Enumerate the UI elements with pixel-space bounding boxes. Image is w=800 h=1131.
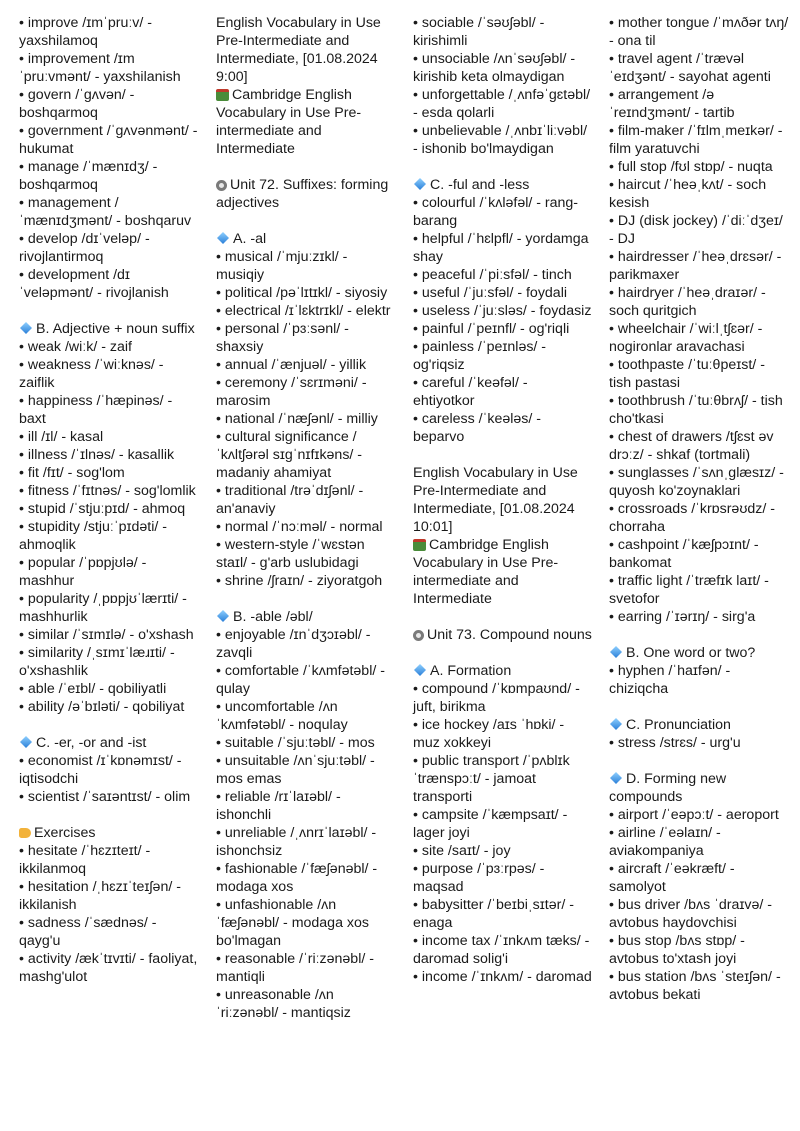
line-text: • annual /ˈænjuəl/ - yillik: [216, 357, 367, 373]
vocab-entry: [19, 644, 201, 680]
unit-title: [413, 626, 593, 644]
line-text: • purpose /ˈpɜːrpəs/ - maqsad: [413, 861, 545, 895]
diamond-icon: [610, 646, 622, 658]
vocab-entry: [216, 248, 396, 284]
vocab-entry: [609, 122, 789, 158]
line-text: • painful /ˈpeɪnfl/ - og'riqli: [413, 321, 570, 337]
line-text: A. Formation: [430, 663, 512, 679]
line-text: • compound /ˈkɒmpaʊnd/ - juft, birikma: [413, 681, 580, 715]
spacer: [609, 626, 789, 644]
column-2: [216, 14, 396, 1022]
line-text: • national /ˈnæʃənl/ - milliy: [216, 411, 378, 427]
vocab-entry: [609, 50, 789, 86]
vocab-entry: [216, 410, 396, 428]
vocab-entry: [19, 230, 201, 266]
line-text: • similarity /ˌsɪmɪˈlæɹɪti/ - o'xshashlik: [19, 645, 175, 679]
line-text: • campsite /ˈkæmpsaɪt/ - lager joyi: [413, 807, 568, 841]
line-text: • sadness /ˈsædnəs/ - qayg'u: [19, 915, 157, 949]
line-text: • unsociable /ʌnˈsəʊʃəbl/ - kirishib keta olmaydigan: [413, 51, 576, 85]
vocab-entry: [216, 752, 396, 788]
line-text: • weakness /ˈwiːknəs/ - zaiflik: [19, 357, 164, 391]
line-text: Exercises: [34, 825, 96, 841]
vocab-entry: [413, 194, 593, 230]
line-text: • DJ (disk jockey) /ˈdiːˈdʒeɪ/ - DJ: [609, 213, 783, 247]
line-text: • cashpoint /ˈkæʃpɔɪnt/ - bankomat: [609, 537, 759, 571]
line-text: • useful /ˈjuːsfəl/ - foydali: [413, 285, 567, 301]
vocab-entry: [413, 752, 593, 806]
vocab-entry: [609, 968, 789, 1004]
vocab-entry: [413, 302, 593, 320]
vocab-entry: [19, 482, 201, 500]
section-heading: [216, 230, 396, 248]
hand-icon: [19, 828, 31, 838]
book-title: [413, 536, 593, 608]
diamond-icon: [217, 610, 229, 622]
line-text: • unsuitable /ʌnˈsjuːtəbl/ - mos emas: [216, 753, 375, 787]
line-text: English Vocabulary in Use Pre-Intermediate and Intermediate, [01.08.2024 9:00]: [216, 15, 381, 85]
vocab-entry: [609, 896, 789, 932]
line-text: • mother tongue /ˈmʌðər tʌŋ/ - ona til: [609, 15, 789, 49]
line-text: • arrangement /əˈreɪndʒmənt/ - tartib: [609, 87, 735, 121]
vocab-entry: [19, 428, 201, 446]
line-text: • normal /ˈnɔːməl/ - normal: [216, 519, 383, 535]
line-text: • ceremony /ˈsɛrɪməni/ - marosim: [216, 375, 367, 409]
line-text: • helpful /ˈhɛlpfl/ - yordamga shay: [413, 231, 589, 265]
line-text: Cambridge English Vocabulary in Use Pre-intermediate and Intermediate: [216, 87, 362, 157]
vocab-entry: [609, 608, 789, 626]
line-text: • full stop /fʊl stɒp/ - nuqta: [609, 159, 773, 175]
line-text: • haircut /ˈheəˌkʌt/ - soch kesish: [609, 177, 767, 211]
spacer: [413, 608, 593, 626]
vocab-entry: [216, 698, 396, 734]
vocab-entry: [413, 410, 593, 446]
diamond-icon: [20, 322, 32, 334]
vocab-entry: [19, 752, 201, 788]
vocab-entry: [413, 14, 593, 50]
line-text: • earring /ˈɪərɪŋ/ - sirg'a: [609, 609, 756, 625]
section-heading: [216, 608, 396, 626]
vocab-entry: [609, 806, 789, 824]
vocab-entry: [413, 806, 593, 842]
diamond-icon: [610, 772, 622, 784]
vocab-entry: [609, 158, 789, 176]
line-text: • able /ˈeɪbl/ - qobiliyatli: [19, 681, 167, 697]
vocab-entry: [216, 518, 396, 536]
vocab-entry: [413, 320, 593, 338]
vocab-entry: [216, 824, 396, 860]
line-text: C. -er, -or and -ist: [36, 735, 147, 751]
line-text: • careless /ˈkeələs/ - beparvo: [413, 411, 541, 445]
vocab-entry: [19, 500, 201, 518]
vocab-entry: [19, 842, 201, 878]
unit-title: [216, 176, 396, 212]
book-title: [216, 86, 396, 158]
vocab-entry: [216, 284, 396, 302]
vocab-entry: [413, 968, 593, 986]
line-text: • activity /ækˈtɪvɪti/ - faoliyat, mashg'ulot: [19, 951, 198, 985]
line-text: • unforgettable /ˌʌnfəˈɡɛtəbl/ - esda qolarli: [413, 87, 591, 121]
line-text: English Vocabulary in Use Pre-Intermediate and Intermediate, [01.08.2024 10:01]: [413, 465, 578, 535]
vocab-entry: [216, 626, 396, 662]
vocab-entry: [19, 950, 201, 986]
vocab-entry: [413, 230, 593, 266]
line-text: • economist /ɪˈkɒnəmɪst/ - iqtisodchi: [19, 753, 182, 787]
spacer: [216, 212, 396, 230]
vocab-entry: [413, 122, 593, 158]
section-heading: [609, 716, 789, 734]
vocab-entry: [413, 284, 593, 302]
vocab-entry: [609, 464, 789, 500]
line-text: • site /saɪt/ - joy: [413, 843, 511, 859]
line-text: • ice hockey /aɪs ˈhɒki/ - muz xokkeyi: [413, 717, 565, 751]
column-3: [413, 14, 593, 986]
column-4: [609, 14, 789, 1004]
line-text: • stupidity /stjuːˈpɪdəti/ - ahmoqlik: [19, 519, 168, 553]
vocab-entry: [216, 860, 396, 896]
section-heading: [19, 320, 201, 338]
vocab-entry: [609, 428, 789, 464]
line-text: • cultural significance /ˈkʌltʃərəl sɪɡˈnɪfɪkəns/ - madaniy ahamiyat: [216, 429, 363, 481]
vocab-entry: [19, 878, 201, 914]
vocab-entry: [216, 536, 396, 572]
line-text: • popular /ˈpɒpjʊlə/ - mashhur: [19, 555, 147, 589]
line-text: • bus driver /bʌs ˈdraɪvə/ - avtobus haydovchisi: [609, 897, 772, 931]
section-heading: [19, 734, 201, 752]
line-text: • reasonable /ˈriːzənəbl/ - mantiqli: [216, 951, 374, 985]
vocab-entry: [19, 680, 201, 698]
spacer: [609, 698, 789, 716]
line-text: • shrine /ʃraɪn/ - ziyoratgoh: [216, 573, 383, 589]
line-text: • peaceful /ˈpiːsfəl/ - tinch: [413, 267, 572, 283]
diamond-icon: [20, 736, 32, 748]
line-text: • unreliable /ˌʌnrɪˈlaɪəbl/ - ishonchsiz: [216, 825, 377, 859]
vocab-entry: [216, 14, 396, 86]
vocab-entry: [413, 50, 593, 86]
line-text: Unit 72. Suffixes: forming adjectives: [216, 177, 389, 211]
line-text: • development /dɪˈveləpmənt/ - rivojlanish: [19, 267, 169, 301]
diamond-icon: [414, 664, 426, 676]
section-heading: [413, 176, 593, 194]
line-text: • suitable /ˈsjuːtəbl/ - mos: [216, 735, 375, 751]
line-text: • crossroads /ˈkrɒsrəʊdz/ - chorraha: [609, 501, 775, 535]
section-heading: [609, 644, 789, 662]
vocab-entry: [19, 788, 201, 806]
line-text: • fashionable /ˈfæʃənəbl/ - modaga xos: [216, 861, 378, 895]
line-text: C. Pronunciation: [626, 717, 731, 733]
line-text: • western-style /ˈwɛstən staɪl/ - g'arb uslubidagi: [216, 537, 365, 571]
spacer: [413, 446, 593, 464]
line-text: • govern /ˈɡʌvən/ - boshqarmoq: [19, 87, 135, 121]
vocab-entry: [19, 446, 201, 464]
vocab-entry: [19, 14, 201, 50]
line-text: • ill /ɪl/ - kasal: [19, 429, 104, 445]
vocab-entry: [19, 464, 201, 482]
line-text: • fit /fɪt/ - sog'lom: [19, 465, 125, 481]
line-text: • similar /ˈsɪmɪlə/ - o'xshash: [19, 627, 194, 643]
line-text: B. Adjective + noun suffix: [36, 321, 195, 337]
vocab-entry: [19, 86, 201, 122]
line-text: • ability /əˈbɪləti/ - qobiliyat: [19, 699, 185, 715]
diamond-icon: [610, 718, 622, 730]
line-text: • electrical /ɪˈlɛktrɪkl/ - elektr: [216, 303, 391, 319]
vocab-entry: [216, 374, 396, 410]
vocab-entry: [19, 122, 201, 158]
vocab-entry: [413, 680, 593, 716]
vocab-entry: [609, 176, 789, 212]
vocab-entry: [609, 14, 789, 50]
line-text: • comfortable /ˈkʌmfətəbl/ - qulay: [216, 663, 385, 697]
line-text: • airline /ˈeəlaɪn/ - aviakompaniya: [609, 825, 721, 859]
line-text: A. -al: [233, 231, 267, 247]
vocab-entry: [216, 986, 396, 1022]
vocab-entry: [609, 392, 789, 428]
vocab-entry: [609, 356, 789, 392]
line-text: D. Forming new compounds: [609, 771, 727, 805]
line-text: • hesitate /ˈhɛzɪteɪt/ - ikkilanmoq: [19, 843, 151, 877]
vocab-entry: [19, 626, 201, 644]
line-text: • improve /ɪmˈpruːv/ - yaxshilamoq: [19, 15, 152, 49]
vocab-entry: [413, 896, 593, 932]
vocab-entry: [413, 464, 593, 536]
vocab-entry: [609, 662, 789, 698]
diamond-icon: [414, 178, 426, 190]
vocab-entry: [19, 554, 201, 590]
line-text: • government /ˈɡʌvənmənt/ - hukumat: [19, 123, 198, 157]
line-text: • unreasonable /ʌnˈriːzənəbl/ - mantiqsiz: [216, 987, 351, 1021]
line-text: • manage /ˈmænɪdʒ/ - boshqarmoq: [19, 159, 158, 193]
vocab-entry: [609, 860, 789, 896]
vocab-entry: [609, 932, 789, 968]
line-text: • develop /dɪˈveləp/ - rivojlantirmoq: [19, 231, 150, 265]
line-text: • wheelchair /ˈwiːlˌtʃɛər/ - nogironlar aravachasi: [609, 321, 763, 355]
line-text: • improvement /ɪmˈpruːvmənt/ - yaxshilanish: [19, 51, 181, 85]
vocab-entry: [216, 734, 396, 752]
line-text: • film-maker /ˈfɪlmˌmeɪkər/ - film yaratuvchi: [609, 123, 783, 157]
vocab-entry: [216, 356, 396, 374]
line-text: • unfashionable /ʌnˈfæʃənəbl/ - modaga xos bo'lmagan: [216, 897, 369, 949]
line-text: • musical /ˈmjuːzɪkl/ - musiqiy: [216, 249, 348, 283]
spacer: [413, 644, 593, 662]
book-icon: [413, 539, 426, 551]
vocab-entry: [609, 734, 789, 752]
ring-icon: [216, 180, 227, 191]
line-text: • aircraft /ˈeəkræft/ - samolyot: [609, 861, 735, 895]
ring-icon: [413, 630, 424, 641]
section-heading: [609, 770, 789, 806]
vocab-entry: [19, 392, 201, 428]
vocab-entry: [609, 536, 789, 572]
vocab-entry: [19, 356, 201, 392]
spacer: [216, 590, 396, 608]
line-text: • traffic light /ˈtræfɪk laɪt/ - svetofor: [609, 573, 769, 607]
line-text: • babysitter /ˈbeɪbiˌsɪtər/ - enaga: [413, 897, 574, 931]
line-text: • sociable /ˈsəʊʃəbl/ - kirishimli: [413, 15, 545, 49]
line-text: • political /pəˈlɪtɪkl/ - siyosiy: [216, 285, 388, 301]
vocab-entry: [216, 428, 396, 482]
line-text: • illness /ˈɪlnəs/ - kasallik: [19, 447, 175, 463]
line-text: • toothbrush /ˈtuːθbrʌʃ/ - tish cho'tkasi: [609, 393, 783, 427]
line-text: Cambridge English Vocabulary in Use Pre-intermediate and Intermediate: [413, 537, 559, 607]
vocab-entry: [609, 320, 789, 356]
line-text: • reliable /rɪˈlaɪəbl/ - ishonchli: [216, 789, 341, 823]
line-text: • stress /strɛs/ - urg'u: [609, 735, 741, 751]
line-text: • scientist /ˈsaɪəntɪst/ - olim: [19, 789, 191, 805]
vocab-entry: [609, 824, 789, 860]
line-text: • weak /wiːk/ - zaif: [19, 339, 132, 355]
line-text: • enjoyable /ɪnˈdʒɔɪəbl/ - zavqli: [216, 627, 371, 661]
vocab-entry: [609, 284, 789, 320]
vocab-entry: [609, 86, 789, 122]
line-text: • income tax /ˈɪnkʌm tæks/ - daromad solig'i: [413, 933, 590, 967]
spacer: [216, 158, 396, 176]
vocab-entry: [19, 194, 201, 230]
line-text: • hyphen /ˈhaɪfən/ - chiziqcha: [609, 663, 731, 697]
line-text: • chest of drawers /tʃɛst əv drɔːz/ - shkaf (tortmali): [609, 429, 774, 463]
line-text: • income /ˈɪnkʌm/ - daromad: [413, 969, 592, 985]
spacer: [19, 302, 201, 320]
vocab-entry: [413, 716, 593, 752]
vocab-entry: [216, 482, 396, 518]
vocab-entry: [19, 158, 201, 194]
vocab-entry: [413, 932, 593, 968]
line-text: • public transport /ˈpʌblɪk ˈtrænspɔːt/ - jamoat transporti: [413, 753, 570, 805]
vocab-entry: [216, 662, 396, 698]
vocab-entry: [216, 302, 396, 320]
line-text: • management /ˈmænɪdʒmənt/ - boshqaruv: [19, 195, 192, 229]
line-text: Unit 73. Compound nouns: [427, 627, 592, 643]
line-text: • traditional /trəˈdɪʃənl/ - an'anaviy: [216, 483, 364, 517]
line-text: • stupid /ˈstjuːpɪd/ - ahmoq: [19, 501, 186, 517]
vocab-entry: [216, 572, 396, 590]
line-text: • fitness /ˈfɪtnəs/ - sog'lomlik: [19, 483, 196, 499]
line-text: • painless /ˈpeɪnləs/ - og'riqsiz: [413, 339, 547, 373]
book-icon: [216, 89, 229, 101]
column-1: [19, 14, 201, 986]
line-text: • unbelievable /ˌʌnbɪˈliːvəbl/ - ishonib bo'lmaydigan: [413, 123, 588, 157]
vocab-entry: [413, 374, 593, 410]
vocab-entry: [216, 950, 396, 986]
line-text: • popularity /ˌpɒpjʊˈlærɪti/ - mashhurlik: [19, 591, 187, 625]
line-text: • hairdresser /ˈheəˌdrɛsər/ - parikmaxer: [609, 249, 782, 283]
spacer: [413, 158, 593, 176]
vocab-entry: [216, 896, 396, 950]
vocab-entry: [19, 338, 201, 356]
vocab-entry: [19, 50, 201, 86]
vocab-entry: [413, 86, 593, 122]
line-text: C. -ful and -less: [430, 177, 530, 193]
vocab-entry: [413, 338, 593, 374]
line-text: • travel agent /ˈtrævəl ˈeɪdʒənt/ - sayohat agenti: [609, 51, 771, 85]
line-text: • colourful /ˈkʌləfəl/ - rang-barang: [413, 195, 579, 229]
vocab-entry: [413, 842, 593, 860]
vocab-entry: [216, 320, 396, 356]
line-text: • hesitation /ˌhɛzɪˈteɪʃən/ - ikkilanish: [19, 879, 181, 913]
line-text: • sunglasses /ˈsʌnˌɡlæsɪz/ - quyosh ko'zoynaklari: [609, 465, 784, 499]
vocab-entry: [609, 500, 789, 536]
vocab-entry: [216, 788, 396, 824]
vocab-entry: [19, 518, 201, 554]
vocab-entry: [19, 590, 201, 626]
line-text: • hairdryer /ˈheəˌdraɪər/ - soch quritgich: [609, 285, 766, 319]
spacer: [19, 716, 201, 734]
line-text: • bus stop /bʌs stɒp/ - avtobus to'xtash joyi: [609, 933, 745, 967]
line-text: • uncomfortable /ʌnˈkʌmfətəbl/ - noqulay: [216, 699, 348, 733]
section-heading: [19, 824, 201, 842]
vocab-entry: [609, 248, 789, 284]
line-text: B. One word or two?: [626, 645, 756, 661]
spacer: [19, 806, 201, 824]
line-text: • careful /ˈkeəfəl/ - ehtiyotkor: [413, 375, 528, 409]
line-text: • useless /ˈjuːsləs/ - foydasiz: [413, 303, 592, 319]
vocab-entry: [609, 572, 789, 608]
section-heading: [413, 662, 593, 680]
line-text: • toothpaste /ˈtuːθpeɪst/ - tish pastasi: [609, 357, 765, 391]
line-text: • happiness /ˈhæpinəs/ - baxt: [19, 393, 173, 427]
vocab-entry: [609, 212, 789, 248]
line-text: B. -able /əbl/: [233, 609, 313, 625]
line-text: • bus station /bʌs ˈsteɪʃən/ - avtobus bekati: [609, 969, 781, 1003]
spacer: [609, 752, 789, 770]
vocab-entry: [19, 266, 201, 302]
vocab-entry: [413, 860, 593, 896]
diamond-icon: [217, 232, 229, 244]
vocab-entry: [19, 914, 201, 950]
vocab-entry: [413, 266, 593, 284]
line-text: • airport /ˈeəpɔːt/ - aeroport: [609, 807, 779, 823]
line-text: • personal /ˈpɜːsənl/ - shaxsiy: [216, 321, 349, 355]
vocab-entry: [19, 698, 201, 716]
